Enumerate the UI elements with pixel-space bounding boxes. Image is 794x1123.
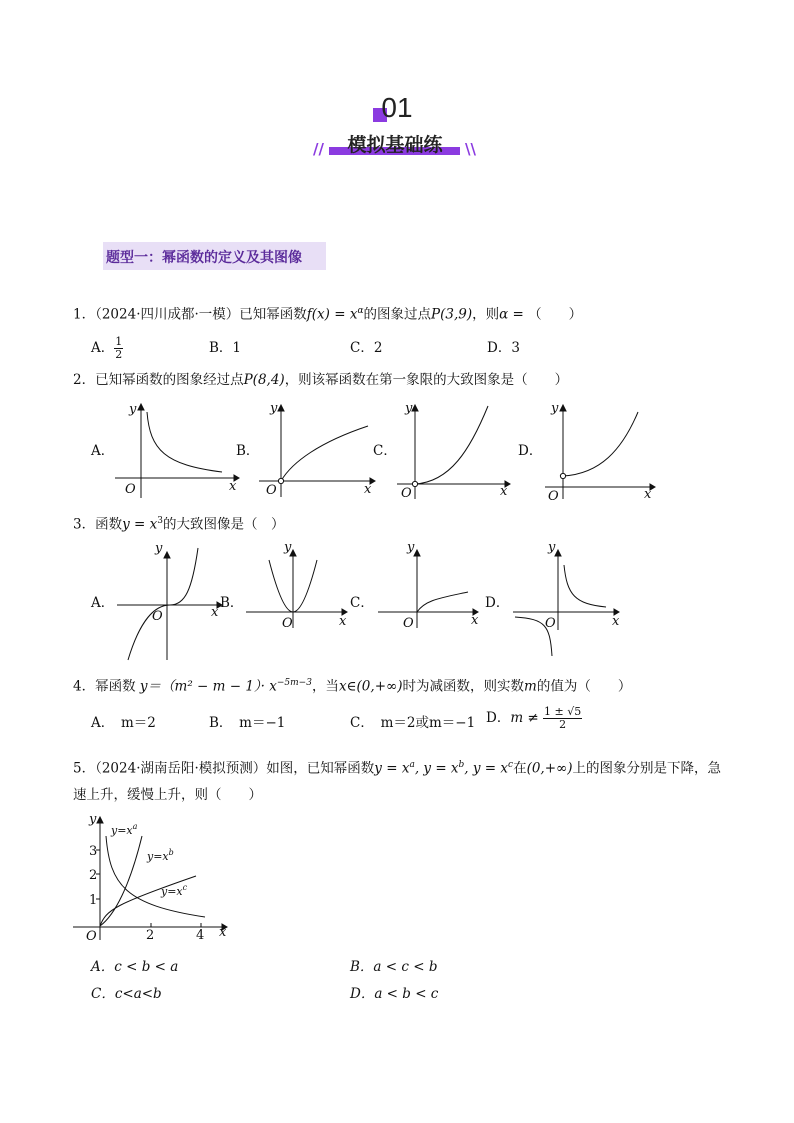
question-text: = （ ） bbox=[508, 306, 583, 323]
option-b-label: B． bbox=[220, 595, 244, 611]
curve-label-c: $y=x^c$ bbox=[161, 883, 188, 898]
formula: y = x bbox=[122, 516, 158, 533]
question-text: 在 bbox=[513, 760, 527, 777]
formula: m bbox=[524, 678, 537, 695]
curve-c-slow bbox=[100, 876, 196, 926]
x-label: x bbox=[229, 479, 237, 494]
question-3 bbox=[73, 511, 284, 535]
option-c: C． m＝2或m＝−1 bbox=[350, 715, 476, 731]
y-axis-arrow bbox=[138, 404, 144, 410]
fraction-denominator: 2 bbox=[115, 348, 123, 361]
question-number: 1． bbox=[73, 306, 96, 323]
question-text: 如图，已知幂函数 bbox=[266, 760, 375, 777]
option-d-label: D． bbox=[485, 595, 510, 611]
question-text: 已知幂函数 bbox=[239, 306, 307, 323]
origin-label: O bbox=[545, 616, 556, 631]
y-axis-arrow bbox=[560, 405, 566, 411]
fraction-denominator: 2 bbox=[559, 718, 567, 731]
open-point bbox=[412, 481, 417, 486]
origin-label: O bbox=[282, 616, 293, 631]
y-label: y bbox=[155, 541, 163, 556]
question-text: 已知幂函数的图象经过点 bbox=[95, 372, 244, 388]
curve-positive-branch bbox=[564, 565, 606, 607]
option-b: B． m＝−1 bbox=[209, 715, 286, 731]
question-text: ，则 bbox=[472, 306, 500, 323]
origin-label: O bbox=[86, 929, 97, 944]
topic-title: 题型一：幂函数的定义及其图像 bbox=[106, 250, 302, 266]
option-c: C．2 bbox=[350, 340, 383, 356]
x-tick-label-4: 4 bbox=[196, 928, 205, 943]
question-text: ，当 bbox=[311, 678, 339, 695]
y-tick-label-3: 3 bbox=[89, 844, 98, 859]
option-c-label: C． bbox=[373, 443, 397, 459]
x-label: x bbox=[500, 484, 508, 499]
formula: m ≠ bbox=[510, 710, 539, 726]
y-label: y bbox=[548, 540, 556, 555]
formula: α bbox=[499, 306, 509, 323]
option-b: B．1 bbox=[209, 340, 242, 356]
question-source: （2024·四川成都·一模） bbox=[95, 306, 240, 323]
section-number: 01 bbox=[381, 92, 413, 123]
y-axis-arrow bbox=[412, 405, 418, 411]
open-point bbox=[278, 478, 283, 483]
formula: P(3,9) bbox=[431, 306, 473, 323]
formula: f(x) = x bbox=[306, 306, 358, 323]
question-number: 3． bbox=[73, 516, 96, 533]
question-text: 函数 bbox=[95, 516, 123, 533]
curve-label-a: $y=x^a$ bbox=[111, 822, 138, 837]
section-title: 模拟基础练 bbox=[347, 134, 443, 156]
formula: y＝（m² − m − 1）· x bbox=[139, 678, 277, 695]
option-label: D． bbox=[486, 710, 511, 726]
formula: P(8,4) bbox=[243, 372, 285, 388]
curve bbox=[281, 426, 368, 481]
x-label: x bbox=[339, 614, 347, 629]
formula: , y = x bbox=[464, 760, 509, 777]
formula: (0,+∞) bbox=[526, 760, 573, 777]
question-source: （2024·湖南岳阳·模拟预测） bbox=[95, 760, 267, 777]
x-label: x bbox=[219, 925, 227, 940]
formula: y = x bbox=[374, 760, 410, 777]
y-label: y bbox=[405, 401, 413, 416]
origin-label: O bbox=[548, 489, 559, 504]
question-text: 幂函数 bbox=[95, 678, 140, 695]
option-b: B．a < c < b bbox=[350, 959, 438, 975]
y-label: y bbox=[89, 812, 97, 827]
y-tick-label-1: 1 bbox=[89, 893, 98, 908]
y-label: y bbox=[270, 401, 278, 416]
fraction-numerator: 1 ± √5 bbox=[544, 705, 582, 718]
formula-exponent: c bbox=[508, 760, 514, 770]
formula: , y = x bbox=[414, 760, 459, 777]
option-label: A． bbox=[91, 340, 115, 356]
curve bbox=[563, 412, 638, 476]
formula-exponent: a bbox=[409, 760, 415, 770]
option-a: A．c < b < a bbox=[91, 959, 179, 975]
question-number: 5． bbox=[73, 760, 96, 777]
option-c-label: C． bbox=[350, 595, 374, 611]
option-d bbox=[486, 706, 582, 731]
curve bbox=[128, 548, 198, 660]
slash-decoration-left: // bbox=[313, 140, 324, 158]
x-label: x bbox=[644, 487, 652, 502]
x-tick-label-2: 2 bbox=[146, 928, 155, 943]
y-axis-arrow bbox=[164, 552, 170, 558]
option-d: D．3 bbox=[487, 340, 520, 356]
y-axis-arrow bbox=[278, 405, 284, 411]
question-number: 2． bbox=[73, 372, 96, 388]
option-d-label: D． bbox=[518, 443, 543, 459]
open-point bbox=[560, 473, 565, 478]
x-label: x bbox=[471, 613, 479, 628]
curve bbox=[147, 412, 222, 472]
q2-graph-d bbox=[545, 405, 655, 499]
origin-label: O bbox=[401, 486, 412, 501]
origin-label: O bbox=[152, 609, 163, 624]
origin-label: O bbox=[125, 482, 136, 497]
option-a: A． m＝2 bbox=[91, 715, 156, 731]
option-c: C．c<a<b bbox=[91, 986, 162, 1002]
y-label: y bbox=[284, 540, 292, 555]
formula-exponent: 3 bbox=[157, 516, 163, 526]
y-label: y bbox=[407, 540, 415, 555]
option-b-label: B． bbox=[236, 443, 260, 459]
origin-label: O bbox=[266, 483, 277, 498]
y-label: y bbox=[129, 402, 137, 417]
q2-graph-c bbox=[397, 405, 510, 499]
q3-graph-d bbox=[513, 550, 619, 656]
y-label: y bbox=[551, 401, 559, 416]
y-axis-arrow bbox=[414, 550, 420, 556]
y-axis-arrow bbox=[555, 550, 561, 556]
curve-label-b: $y=x^b$ bbox=[147, 848, 174, 863]
question-text: 的值为（ ） bbox=[536, 678, 632, 695]
origin-label: O bbox=[403, 616, 414, 631]
formula-exponent: α bbox=[357, 306, 364, 316]
curve bbox=[415, 406, 488, 484]
formula-exponent: b bbox=[458, 760, 465, 770]
x-label: x bbox=[211, 605, 219, 620]
question-number: 4． bbox=[73, 678, 96, 695]
option-a-label: A． bbox=[91, 443, 115, 459]
slash-decoration-right: \\ bbox=[465, 140, 476, 158]
y-axis-arrow bbox=[97, 817, 103, 823]
question-text: ，则该幂函数在第一象限的大致图象是（ ） bbox=[284, 372, 569, 388]
curve-b-rapid bbox=[100, 836, 142, 926]
q3-graph-c bbox=[378, 550, 478, 628]
question-text: 的大致图像是（ ） bbox=[162, 516, 285, 533]
curve bbox=[417, 592, 468, 612]
q3-graph-b bbox=[246, 550, 347, 628]
option-a-label: A． bbox=[91, 595, 115, 611]
formula-exponent: −5m−3 bbox=[276, 678, 312, 688]
question-text: 的图象过点 bbox=[363, 306, 432, 323]
question-5 bbox=[73, 755, 721, 779]
y-tick-label-2: 2 bbox=[89, 868, 98, 883]
fraction bbox=[543, 706, 582, 731]
formula: x∈(0,+∞) bbox=[338, 678, 403, 695]
question-text: 上的图象分别是下降，急 bbox=[572, 760, 722, 777]
question-4 bbox=[73, 673, 631, 697]
option-d: D．a < b < c bbox=[350, 986, 439, 1002]
question-5-line-2: 速上升，缓慢上升，则（ ） bbox=[73, 787, 262, 803]
question-text: 时为减函数，则实数 bbox=[402, 678, 525, 695]
q3-graph-a bbox=[117, 548, 222, 660]
x-label: x bbox=[364, 482, 372, 497]
x-label: x bbox=[612, 614, 620, 629]
fraction-numerator: 1 bbox=[115, 335, 123, 348]
